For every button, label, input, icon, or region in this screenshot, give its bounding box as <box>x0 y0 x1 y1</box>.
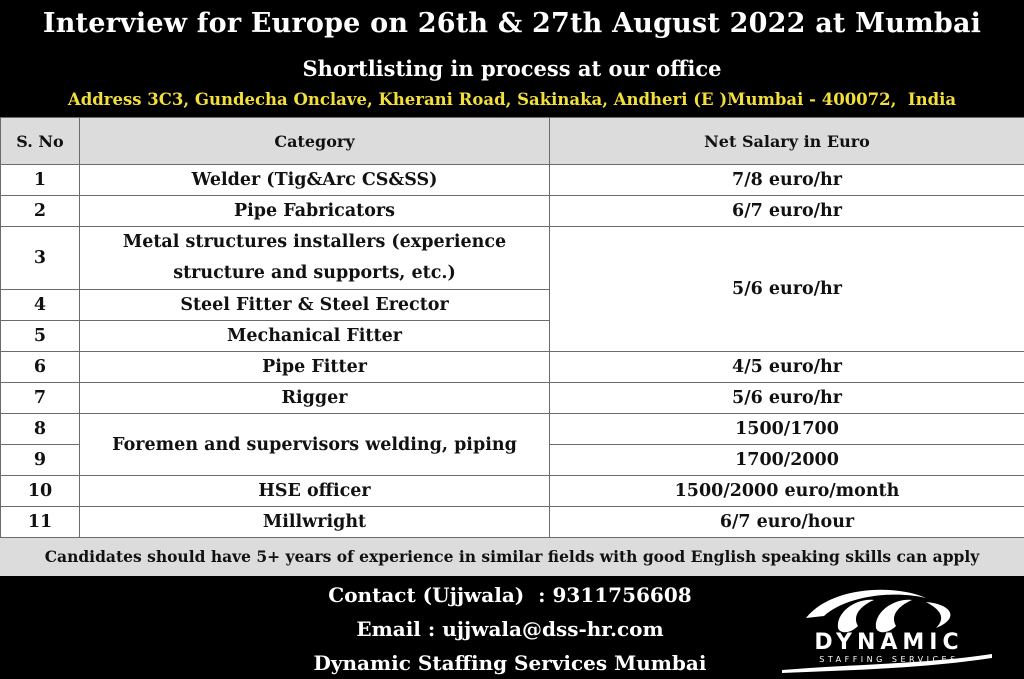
row-salary-merged: 5/6 euro/hr <box>550 227 1024 352</box>
row-category: Pipe Fitter <box>80 352 550 383</box>
row-number: 2 <box>1 196 80 227</box>
table-row <box>1 507 1024 538</box>
row-category: Rigger <box>80 383 550 414</box>
eligibility-note: Candidates should have 5+ years of experience in similar fields with good English speaking skills can apply <box>0 538 1024 576</box>
row-category: Welder (Tig&Arc CS&SS) <box>80 165 550 196</box>
row-category-merged: Foremen and supervisors welding, piping <box>80 414 550 476</box>
row-category: HSE officer <box>80 476 550 507</box>
header <box>0 0 1024 117</box>
row-category-line: Metal structures installers (experience <box>122 232 507 252</box>
contact-email: Email : ujjwala@dss-hr.com <box>356 617 664 641</box>
row-category <box>80 227 550 290</box>
jobs-table <box>0 117 1024 538</box>
row-number: 4 <box>1 290 80 321</box>
row-number: 11 <box>1 507 80 538</box>
row-category: Mechanical Fitter <box>80 321 550 352</box>
row-category: Pipe Fabricators <box>80 196 550 227</box>
table-header-row <box>1 118 1024 165</box>
row-number: 3 <box>1 227 80 290</box>
table-row <box>1 227 1024 290</box>
column-header-sno: S. No <box>1 118 80 165</box>
contact-phone: Contact (Ujjwala) : 9311756608 <box>328 583 692 607</box>
row-salary: 6/7 euro/hour <box>550 507 1024 538</box>
row-number: 10 <box>1 476 80 507</box>
row-salary: 7/8 euro/hr <box>550 165 1024 196</box>
row-salary: 1500/2000 euro/month <box>550 476 1024 507</box>
column-header-salary: Net Salary in Euro <box>550 118 1024 165</box>
table-row <box>1 165 1024 196</box>
row-salary: 4/5 euro/hr <box>550 352 1024 383</box>
table-row <box>1 196 1024 227</box>
row-salary: 5/6 euro/hr <box>550 383 1024 414</box>
page-title: Interview for Europe on 26th & 27th August 2022 at Mumbai <box>42 8 982 39</box>
company-name: Dynamic Staffing Services Mumbai <box>313 651 707 675</box>
row-category: Millwright <box>80 507 550 538</box>
column-header-category: Category <box>80 118 550 165</box>
logo-wordmark: DYNAMIC <box>814 630 964 655</box>
row-number: 1 <box>1 165 80 196</box>
table-row <box>1 476 1024 507</box>
logo-tagline: STAFFING SERVICES <box>819 655 959 664</box>
row-salary: 1700/2000 <box>550 445 1024 476</box>
row-number: 7 <box>1 383 80 414</box>
row-number: 9 <box>1 445 80 476</box>
row-salary: 6/7 euro/hr <box>550 196 1024 227</box>
row-category-line: structure and supports, etc.) <box>173 263 456 283</box>
row-category: Steel Fitter & Steel Erector <box>80 290 550 321</box>
row-number: 5 <box>1 321 80 352</box>
table-row <box>1 383 1024 414</box>
office-address: Address 3C3, Gundecha Onclave, Kherani Road, Sakinaka, Andheri (E )Mumbai - 400072, India <box>67 90 957 109</box>
row-number: 6 <box>1 352 80 383</box>
table-row <box>1 352 1024 383</box>
page-subtitle: Shortlisting in process at our office <box>302 56 722 81</box>
row-salary: 1500/1700 <box>550 414 1024 445</box>
row-number: 8 <box>1 414 80 445</box>
table-row <box>1 414 1024 445</box>
